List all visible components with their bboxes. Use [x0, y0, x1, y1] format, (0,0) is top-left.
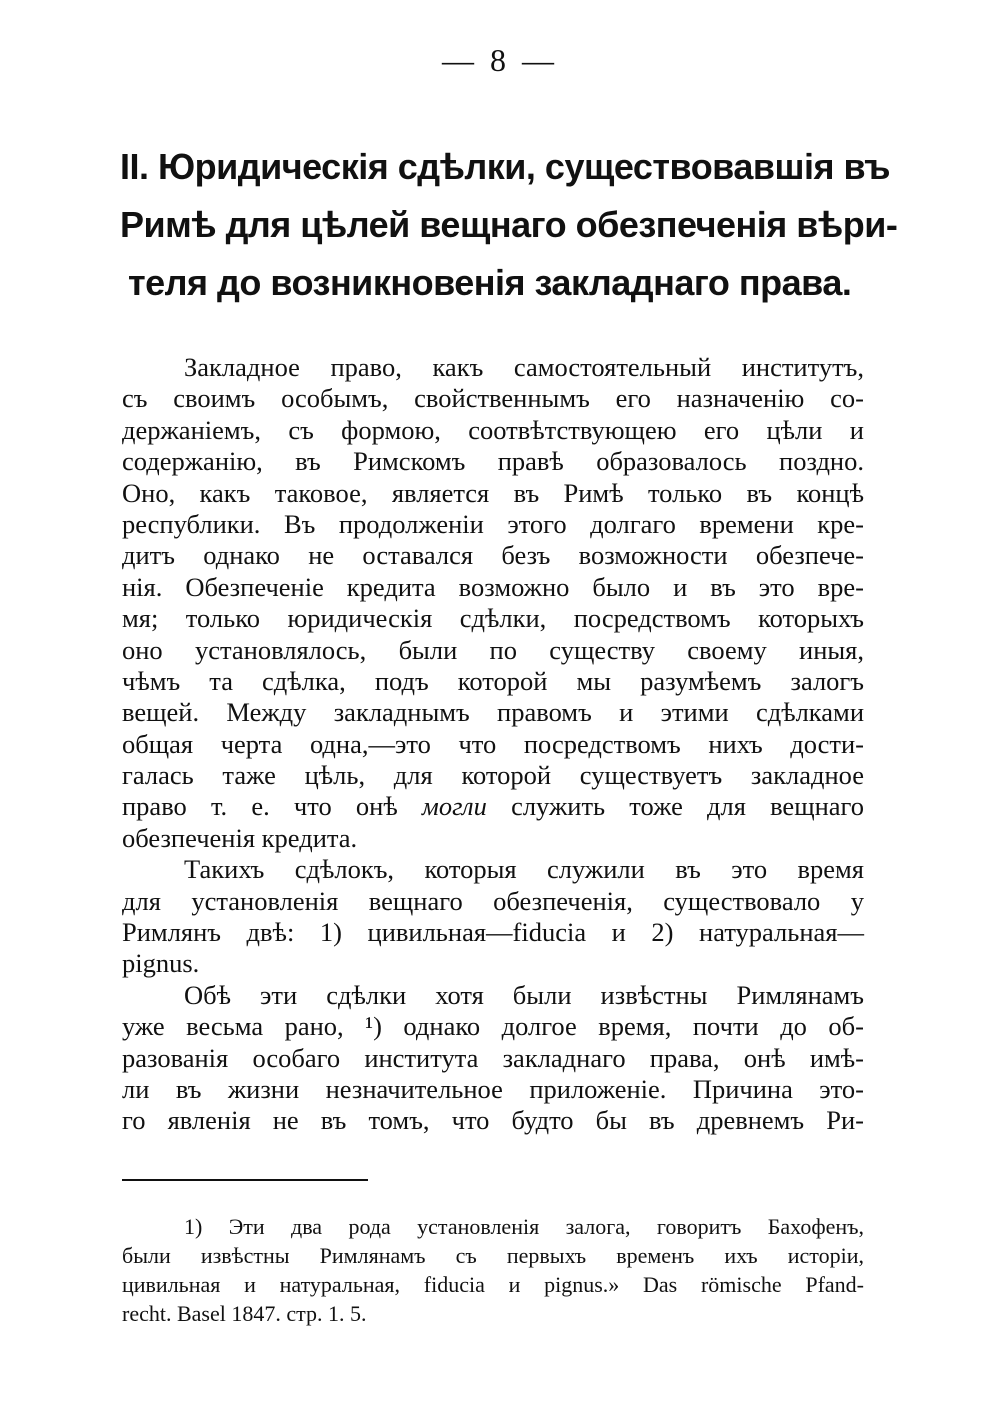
body-line: съ своимъ особымъ, свойственнымъ его назначенію со- [122, 383, 864, 414]
body-line: содержанію, въ Римскомъ правѣ образовалось поздно. [122, 446, 864, 477]
body-line: Обѣ эти сдѣлки хотя были извѣстны Римлянамъ [184, 979, 864, 1010]
body-line-start: право т. е. что онѣ [122, 791, 398, 822]
body-line-with-italic [122, 791, 864, 822]
body-line: общая черта одна,—это что посредствомъ нихъ дости- [122, 728, 864, 759]
footnote-line: recht. Basel 1847. стр. 1. 5. [122, 1301, 367, 1326]
footnote-line: цивильная и натуральная, fiducia и pignus.» Das römische Pfand- [122, 1272, 864, 1297]
body-line: республики. Въ продолженіи этого долгаго времени кре- [122, 508, 864, 539]
body-line: Закладное право, какъ самостоятельный институтъ, [184, 352, 864, 382]
body-line: галась таже цѣль, для которой существуетъ закладное [122, 760, 864, 791]
body-line: уже весьма рано, ¹) однако долгое время, почти до об- [122, 1011, 864, 1042]
body-line: обезпеченія кредита. [122, 822, 358, 853]
body-line: нія. Обезпеченіе кредита возможно было и въ это вре- [122, 571, 864, 602]
title-line: II. Юридическія сдѣлки, существовавшія въ [120, 146, 890, 187]
body-line: разованія особаго института закладнаго права, онѣ имѣ- [122, 1042, 864, 1073]
body-line: держаніемъ, съ формою, соотвѣтствующею его цѣли и [122, 414, 864, 445]
title-line: Римѣ для цѣлей вещнаго обезпеченія вѣри- [120, 204, 898, 245]
page-number: — 8 — [442, 42, 558, 78]
footnote-separator [122, 1179, 368, 1181]
section-title [120, 138, 898, 312]
body-line: мя; только юридическія сдѣлки, посредствомъ которыхъ [122, 603, 864, 634]
body-line: оно установлялось, были по существу своему иныя, [122, 634, 864, 665]
footnote-line: были извѣстны Римлянамъ съ первыхъ временъ ихъ исторіи, [122, 1243, 864, 1268]
footnote-line: 1) Эти два рода установленія залога, говоритъ Бахофенъ, [184, 1214, 864, 1239]
body-line: ли въ жизни незначительное приложеніе. Причина это- [122, 1073, 864, 1104]
footnote [122, 1212, 864, 1328]
italic-word: могли [421, 791, 487, 822]
body-text [122, 352, 864, 1137]
body-line: pignus. [122, 948, 200, 979]
body-line: вещей. Между закладнымъ правомъ и этими сдѣлками [122, 697, 864, 728]
title-line: теля до возникновенія закладнаго права. [128, 262, 852, 303]
body-line: Римлянъ двѣ: 1) цивильная—fiducia и 2) натуральная— [122, 917, 864, 948]
body-line: для установленія вещнаго обезпеченія, существовало у [122, 885, 864, 916]
body-line: дитъ однако не оставался безъ возможности обезпече- [122, 540, 864, 571]
body-line: Такихъ сдѣлокъ, которыя служили въ это время [184, 854, 864, 885]
body-line: го явленія не въ томъ, что будто бы въ древнемъ Ри- [122, 1105, 864, 1136]
body-line: чѣмъ та сдѣлка, подъ которой мы разумѣемъ залогъ [122, 665, 864, 696]
body-line-tail: служить тоже для вещнаго [511, 791, 865, 822]
body-line: Оно, какъ таковое, является въ Римѣ только въ концѣ [122, 477, 864, 508]
